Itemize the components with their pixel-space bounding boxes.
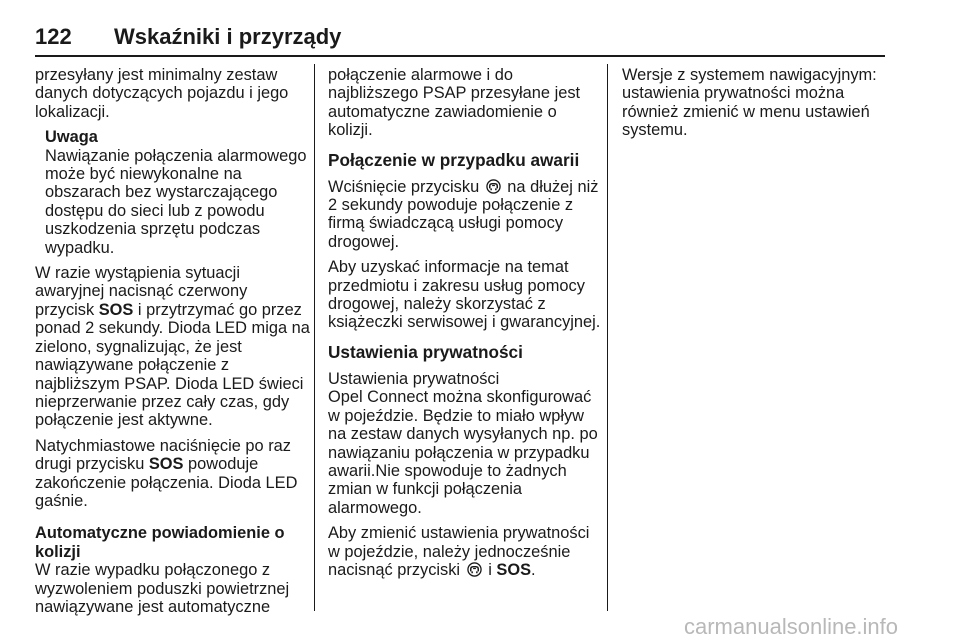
section-heading: Połączenie w przypadku awarii <box>328 149 580 170</box>
paragraph: W razie wystąpienia sytuacji awaryjnej nacisnąć czerwony przycisk SOS i przytrzymać go przez ponad 2 sekundy. Dioda LED miga na zielono, sygnalizując, że jest nawiązywane połączenie z najbliższym PSAP. Dioda LED świeci nieprzerwanie przez cały czas, gdy połączenie jest aktywne. <box>35 264 310 430</box>
paragraph: Aby uzyskać informacje na temat przedmiotu i zakresu usług pomocy drogowej, należy skorzystać z książeczki serwisowej i gwarancyjnej. <box>328 258 601 332</box>
roadside-assistance-icon <box>486 179 501 194</box>
note-title: Uwaga <box>45 128 98 147</box>
paragraph: Wersje z systemem nawigacyjnym: ustawienia prywatności można również zmienić w menu ustawień systemu. <box>622 66 877 140</box>
column-divider-1 <box>314 64 315 611</box>
paragraph: Natychmiastowe naciśnięcie po raz drugi przycisku SOS powoduje zakończenie połączenia. Dioda LED gaśnie. <box>35 436 298 510</box>
sos-label: SOS <box>98 300 134 319</box>
paragraph: Wciśnięcie przycisku na dłużej niż 2 sekundy powoduje połączenie z firmą świadczącą usługi pomocy drogowej. <box>328 177 599 251</box>
sos-label: SOS <box>148 455 184 474</box>
page-header <box>35 24 885 54</box>
column-3 <box>622 66 890 147</box>
subsection-heading: Automatyczne powiadomienie o kolizji <box>35 524 285 561</box>
section-heading: Ustawienia prywatności <box>328 341 523 362</box>
chapter-title: Wskaźniki i przyrządy <box>114 24 342 49</box>
paragraph: W razie wypadku połączonego z wyzwoleniem poduszki powietrznej nawiązywane jest automatyczne <box>35 561 290 616</box>
column-1 <box>35 66 310 623</box>
paragraph: połączenie alarmowe i do najbliższego PSAP przesyłane jest automatyczne zawiadomienie o kolizji. <box>328 66 581 140</box>
column-divider-2 <box>607 64 608 611</box>
paragraph: Ustawienia prywatności Opel Connect można skonfigurować w pojeździe. Będzie to miało wpływ na zestaw danych wysyłanych np. po nawiązaniu połączenia w przypadku awarii.Nie spowoduje to żadnych zmian w funkcji połączenia alarmowego. <box>328 369 598 517</box>
paragraph: Aby zmienić ustawienia prywatności w pojeździe, należy jednocześnie nacisnąć przyciski i SOS. <box>328 524 590 579</box>
column-2 <box>328 66 601 586</box>
paragraph: przesyłany jest minimalny zestaw danych dotyczących pojazdu i jego lokalizacji. <box>35 66 289 121</box>
page-number: 122 <box>35 24 72 49</box>
header-rule <box>35 55 885 57</box>
watermark: carmanualsonline.info <box>684 614 899 639</box>
note-box: Uwaga Nawiązanie połączenia alarmowego może być niewykonalne na obszarach bez wystarczającego dostępu do sieci lub z powodu uszkodzenia sprzętu podczas wypadku. <box>45 128 307 257</box>
roadside-assistance-icon <box>467 562 482 577</box>
sos-label: SOS <box>496 560 532 579</box>
